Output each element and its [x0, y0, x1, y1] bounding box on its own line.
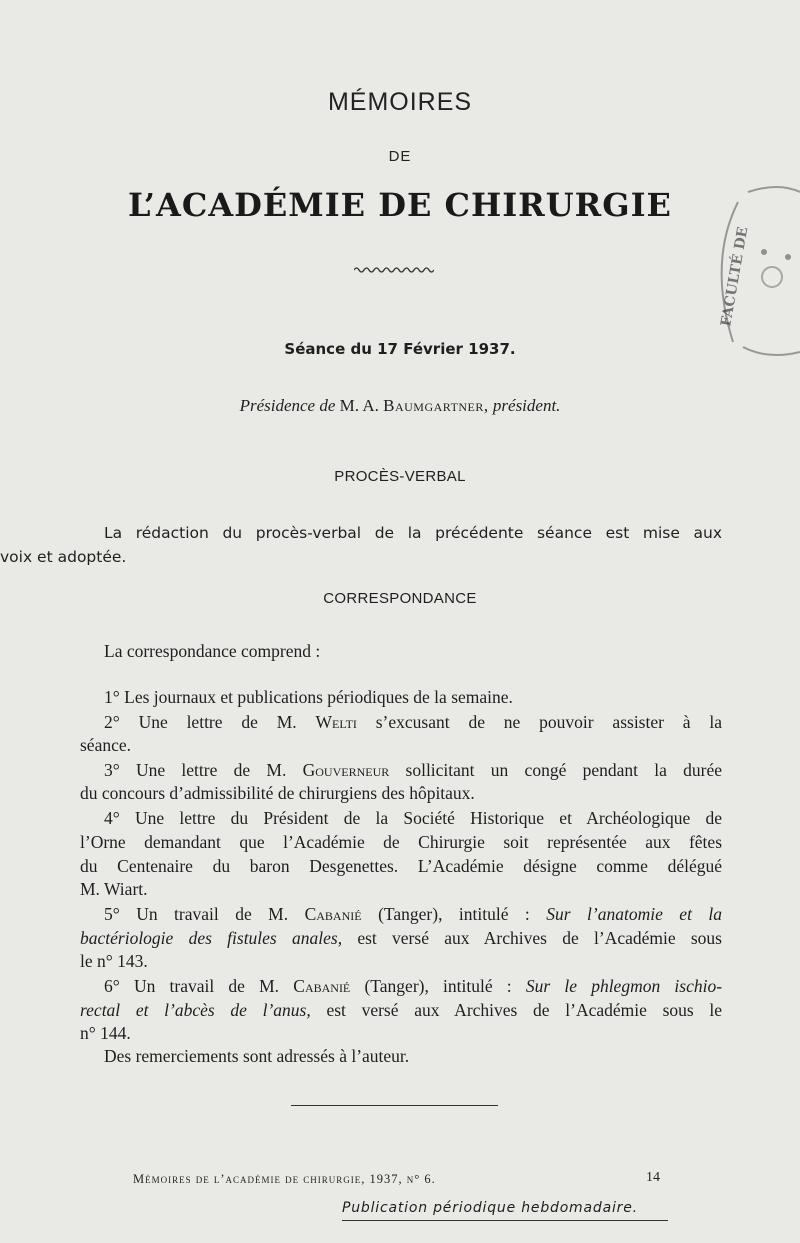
page-number: 14 — [646, 1170, 660, 1185]
item-5-line-1 — [104, 903, 722, 927]
item-4-line-2-wrap — [80, 831, 722, 855]
item-2-line-2: séance. — [80, 735, 132, 755]
item-4-line-1-wrap — [104, 807, 722, 831]
proces-verbal-text — [0, 521, 722, 569]
item-5-text-a: 5° Un travail de M. — [104, 904, 289, 924]
item-2-text-b: s’excusant de ne pouvoir assister à la — [375, 712, 723, 732]
presidency-suffix: président. — [492, 396, 561, 415]
item-6-title-2: rectal et l’abcès de l’anus, — [80, 1000, 311, 1020]
president-name: Baumgartner, — [383, 396, 489, 415]
item-6-text-a: 6° Un travail de M. — [104, 976, 280, 996]
stamp-text: FACULTÉ DE — [718, 225, 752, 328]
item-4-line-1: 4° Une lettre du Président de la Société Historique et Archéologique de — [104, 808, 722, 828]
thanks-line: Des remerciements sont adressés à l’auteur. — [104, 1046, 410, 1066]
item-6-text-b: (Tanger), intitulé : — [364, 976, 512, 996]
item-5-text-b: (Tanger), intitulé : — [378, 904, 530, 924]
item-5-name: Cabanié — [304, 904, 362, 924]
session-date: Séance du 17 Février 1937. — [284, 340, 516, 358]
item-3-name: Gouverneur — [302, 760, 390, 780]
item-3-text-a: 3° Une lettre de M. — [104, 760, 287, 780]
item-2-name: Welti — [315, 712, 357, 732]
item-4-line-4: M. Wiart. — [80, 879, 148, 899]
journal-title-de: DE — [388, 148, 412, 165]
wavy-ornament-icon — [354, 265, 434, 275]
proces-verbal-line-1: La rédaction du procès-verbal de la précédente séance est mise aux — [104, 524, 722, 542]
item-6-line-3: n° 144. — [80, 1023, 131, 1043]
item-3-text-b: sollicitant un congé pendant la durée — [405, 760, 722, 780]
item-6-title-1: Sur le phlegmon ischio- — [525, 976, 723, 996]
item-4-line-2: l’Orne demandant que l’Académie de Chirurgie soit représentée aux fêtes — [80, 832, 722, 852]
proces-verbal-line-2: voix et adoptée. — [0, 548, 127, 566]
item-6-name: Cabanié — [293, 976, 351, 996]
item-1: 1° Les journaux et publications périodiques de la semaine. — [104, 687, 513, 707]
publication-note: Publication périodique hebdomadaire. — [342, 1200, 638, 1216]
item-3-line-2: du concours d’admissibilité de chirurgiens des hôpitaux. — [80, 783, 475, 803]
item-6-line-2 — [80, 999, 722, 1023]
item-6-line-1-wrap — [104, 975, 722, 999]
item-5-line-2 — [80, 927, 722, 951]
item-5-title-1: Sur l’anatomie et la — [546, 904, 723, 924]
item-2-text-a: 2° Une lettre de M. — [104, 712, 297, 732]
item-6-line-1 — [104, 975, 722, 999]
item-3 — [104, 759, 722, 783]
presidency-prefix: Présidence de — [239, 396, 336, 415]
academy-name: L’ACADÉMIE DE CHIRURGIE — [128, 186, 672, 224]
item-2-line-1 — [104, 711, 722, 735]
item-5-line-3: le n° 143. — [80, 951, 148, 971]
item-5-line-2-wrap — [80, 927, 722, 951]
correspondance-intro: La correspondance comprend : — [104, 641, 321, 661]
correspondance-heading: CORRESPONDANCE — [323, 590, 477, 607]
item-5-line-1-wrap — [104, 903, 722, 927]
journal-title: MÉMOIRES — [327, 88, 473, 116]
footer-journal-reference: Mémoires de l’académie de chirurgie, 1937, n° 6. — [133, 1172, 436, 1186]
item-4-line-3-wrap — [80, 855, 722, 879]
section-divider — [291, 1105, 498, 1106]
presidency-line — [0, 396, 800, 416]
item-3-line-1 — [104, 759, 722, 783]
item-5-text-c: est versé aux Archives de l’Académie sous — [357, 928, 722, 948]
item-2 — [104, 711, 722, 735]
item-4-line-3: du Centenaire du baron Desgenettes. L’Académie désigne comme délégué — [80, 856, 722, 876]
presidency-initials: M. A. — [339, 396, 379, 415]
proces-verbal-heading: PROCÈS-VERBAL — [334, 468, 466, 485]
publication-underline — [342, 1220, 668, 1221]
item-6-text-c: est versé aux Archives de l’Académie sous le — [326, 1000, 723, 1020]
item-6-line-2-wrap — [80, 999, 722, 1023]
item-5-title-2: bactériologie des fistules anales, — [80, 928, 343, 948]
